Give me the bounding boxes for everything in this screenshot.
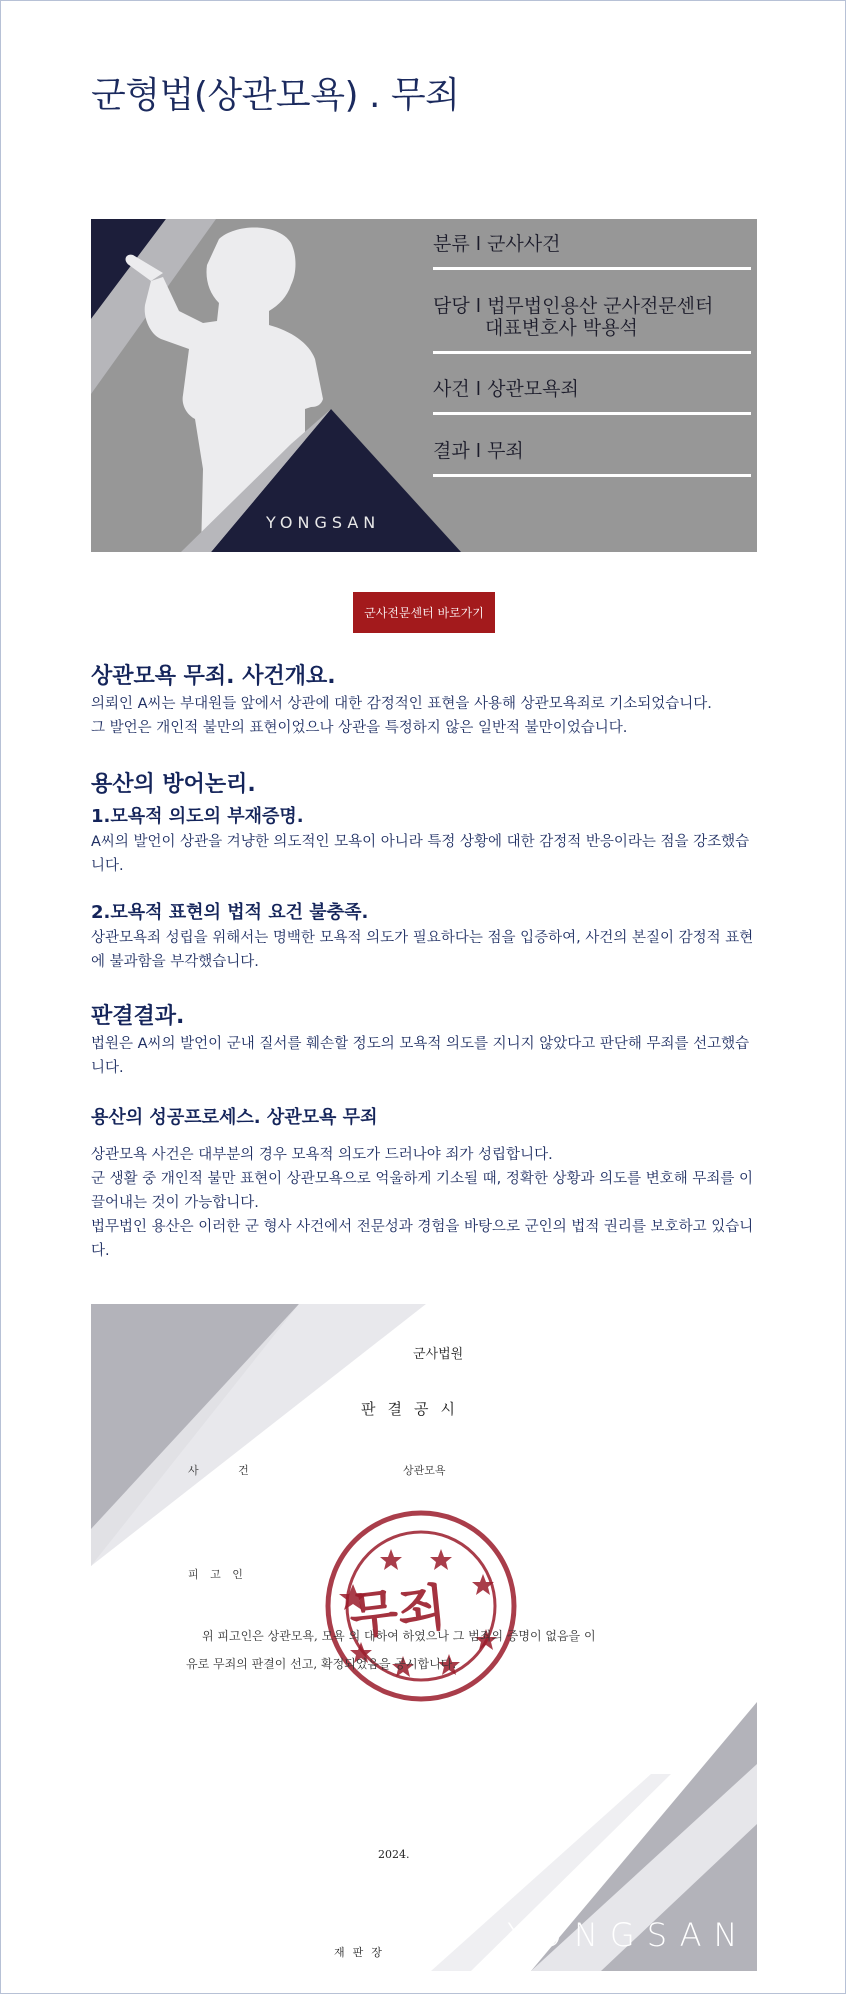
document-judge: 재판장 bbox=[334, 1946, 390, 1959]
overview-line-2: 그 발언은 개인적 불만의 표현이었으나 상관을 특정하지 않은 일반적 불만이었습니다. bbox=[91, 720, 628, 736]
verdict-section bbox=[91, 999, 757, 1080]
document-brand: YONGSAN bbox=[507, 1916, 750, 1954]
info-row-attorney-sub: 대표변호사 박용석 bbox=[485, 317, 638, 339]
acquittal-stamp: 무죄 bbox=[346, 1578, 449, 1646]
process-line-2: 군 생활 중 개인적 불만 표현이 상관모욕으로 억울하게 기소될 때, 정확한 상황과 의도를 변호해 무죄를 이끌어내는 것이 가능합니다. bbox=[91, 1171, 754, 1211]
overview-line-1: 의뢰인 A씨는 부대원들 앞에서 상관에 대한 감정적인 표현을 사용해 상관모욕죄로 기소되었습니다. bbox=[91, 696, 712, 712]
success-process-heading: 용산의 성공프로세스. 상관모욕 무죄 bbox=[91, 1107, 378, 1128]
defense-section bbox=[91, 767, 757, 974]
document-body-line-1: 위 피고인은 상관모욕, 모욕 의 대하여 하였으나 그 범죄의 증명이 없음을 이 bbox=[202, 1629, 596, 1643]
case-overview-section bbox=[91, 659, 757, 740]
document-case-value: 상관모욕 bbox=[403, 1464, 446, 1477]
case-overview-heading: 상관모욕 무죄. 사건개요. bbox=[91, 664, 336, 689]
defense-point2-text: 상관모욕죄 성립을 위해서는 명백한 모욕적 의도가 필요하다는 점을 입증하여, 사건의 본질이 감정적 표현에 불과함을 부각했습니다. bbox=[91, 930, 754, 970]
process-line-1: 상관모욕 사건은 대부분의 경우 모욕적 의도가 드러나야 죄가 성립합니다. bbox=[91, 1147, 553, 1163]
info-row-category bbox=[433, 233, 751, 270]
document-year: 2024. bbox=[378, 1848, 410, 1861]
process-line-3: 법무법인 용산은 이러한 군 형사 사건에서 전문성과 경험을 바탕으로 군인의 법적 권리를 보호하고 있습니다. bbox=[91, 1219, 754, 1259]
defense-point2-heading: 2.모욕적 표현의 법적 요건 불충족. bbox=[91, 902, 369, 923]
defense-point1-text: A씨의 발언이 상관을 겨냥한 의도적인 모욕이 아니라 특정 상황에 대한 감정적 반응이라는 점을 강조했습니다. bbox=[91, 834, 750, 874]
case-info-banner bbox=[91, 219, 757, 552]
document-case-label: 사 건 bbox=[188, 1464, 267, 1477]
info-row-case-text: 사건 l 상관모욕죄 bbox=[433, 378, 579, 400]
document-body-line-2: 유로 무죄의 판결이 선고, 확정되었음을 공시합니다. bbox=[186, 1657, 457, 1671]
info-row-result bbox=[433, 440, 751, 477]
defense-heading: 용산의 방어논리. bbox=[91, 772, 256, 797]
info-row-attorney bbox=[433, 295, 751, 354]
info-row-category-text: 분류 l 군사사건 bbox=[433, 233, 561, 255]
success-process-section bbox=[91, 1103, 757, 1263]
document-title: 판결공시 bbox=[361, 1400, 467, 1418]
info-row-result-text: 결과 l 무죄 bbox=[433, 440, 524, 462]
verdict-text: 법원은 A씨의 발언이 군내 질서를 훼손할 정도의 모욕적 의도를 지니지 않았다고 판단해 무죄를 선고했습니다. bbox=[91, 1036, 750, 1076]
page-title: 군형법(상관모욕) . 무죄 bbox=[91, 75, 460, 116]
info-row-attorney-text: 담당 l 법무법인용산 군사전문센터 bbox=[433, 295, 714, 317]
document-defendant-label: 피 고 인 bbox=[188, 1568, 247, 1581]
verdict-notice-document bbox=[91, 1304, 757, 1971]
defense-point1-heading: 1.모욕적 의도의 부재증명. bbox=[91, 806, 304, 827]
info-row-case bbox=[433, 378, 751, 415]
verdict-heading: 판결결과. bbox=[91, 1004, 185, 1029]
banner-brand: YONGSAN bbox=[266, 513, 381, 532]
document-court: 군사법원 bbox=[413, 1347, 464, 1362]
military-center-link-button[interactable]: 군사전문센터 바로가기 bbox=[353, 592, 495, 633]
